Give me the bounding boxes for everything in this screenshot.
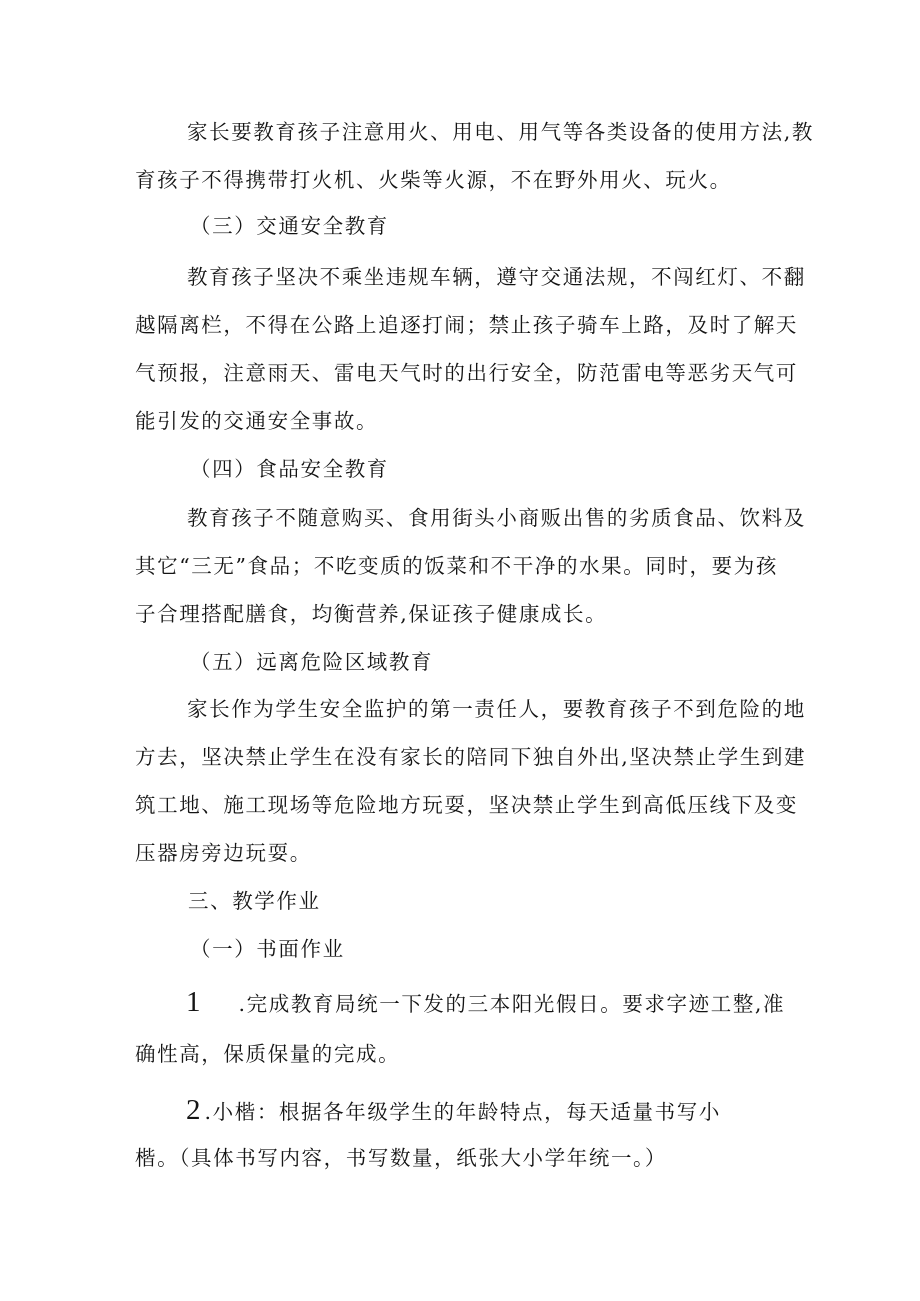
traffic-safety-paragraph (135, 253, 806, 445)
paragraph-line: 筑工地、施工现场等危险地方玩耍，坚决禁止学生到高低压线下及变 (135, 793, 798, 817)
homework-item-1 (135, 976, 795, 1080)
paragraph-line: 子合理搭配膳食，均衡营养,保证孩子健康成长。 (135, 602, 608, 626)
section-three-heading: 三、教学作业 (188, 889, 321, 913)
food-safety-paragraph (135, 494, 806, 638)
item-second-row: 确性高，保质保量的完成。 (135, 1042, 401, 1066)
item-text: .小楷：根据各年级学生的年龄特点，每天适量书写小 (204, 1100, 721, 1124)
paragraph-line: 压器房旁边玩耍。 (135, 841, 312, 865)
paragraph-line: 越隔离栏，不得在公路上追逐打闹；禁止孩子骑车上路，及时了解天 (135, 313, 798, 337)
paragraph-line: 教育孩子坚决不乘坐违规车辆，遵守交通法规，不闯红灯、不翻 (187, 265, 806, 289)
item-number: 1 (186, 986, 201, 1018)
item-first-row (135, 976, 795, 1028)
paragraph-line: 其它“三无”食品；不吃变质的饭菜和不干净的水果。同时，要为孩 (135, 554, 778, 578)
homework-item-2 (135, 1084, 795, 1184)
paragraph-line: 育孩子不得携带打火机、火柴等火源，不在野外用火、玩火。 (135, 168, 732, 192)
fire-safety-paragraph (135, 108, 814, 204)
item-second-row: 楷。（具体书写内容，书写数量，纸张大小学年统一。） (135, 1146, 667, 1170)
food-safety-heading: （四）食品安全教育 (190, 457, 389, 481)
paragraph-line: 能引发的交通安全事故。 (135, 409, 379, 433)
danger-zone-paragraph (135, 685, 807, 877)
paragraph-line: 家长要教育孩子注意用火、用电、用气等各类设备的使用方法,教 (187, 120, 814, 144)
paragraph-line: 气预报，注意雨天、雷电天气时的出行安全，防范雷电等恶劣天气可 (135, 361, 798, 385)
paragraph-line: 教育孩子不随意购买、食用街头小商贩出售的劣质食品、饮料及 (187, 506, 806, 530)
item-number: 2 (186, 1094, 201, 1126)
item-text: .完成教育局统一下发的三本阳光假日。要求字迹工整,准 (238, 992, 786, 1016)
paragraph-line: 方去，坚决禁止学生在没有家长的陪同下独自外出,坚决禁止学生到建 (135, 745, 807, 769)
written-homework-heading: （一）书面作业 (190, 937, 345, 961)
paragraph-line: 家长作为学生安全监护的第一责任人，要教育孩子不到危险的地 (187, 697, 806, 721)
danger-zone-heading: （五）远离危险区域教育 (190, 650, 434, 674)
traffic-safety-heading: （三）交通安全教育 (190, 214, 389, 238)
item-first-row (135, 1084, 795, 1136)
